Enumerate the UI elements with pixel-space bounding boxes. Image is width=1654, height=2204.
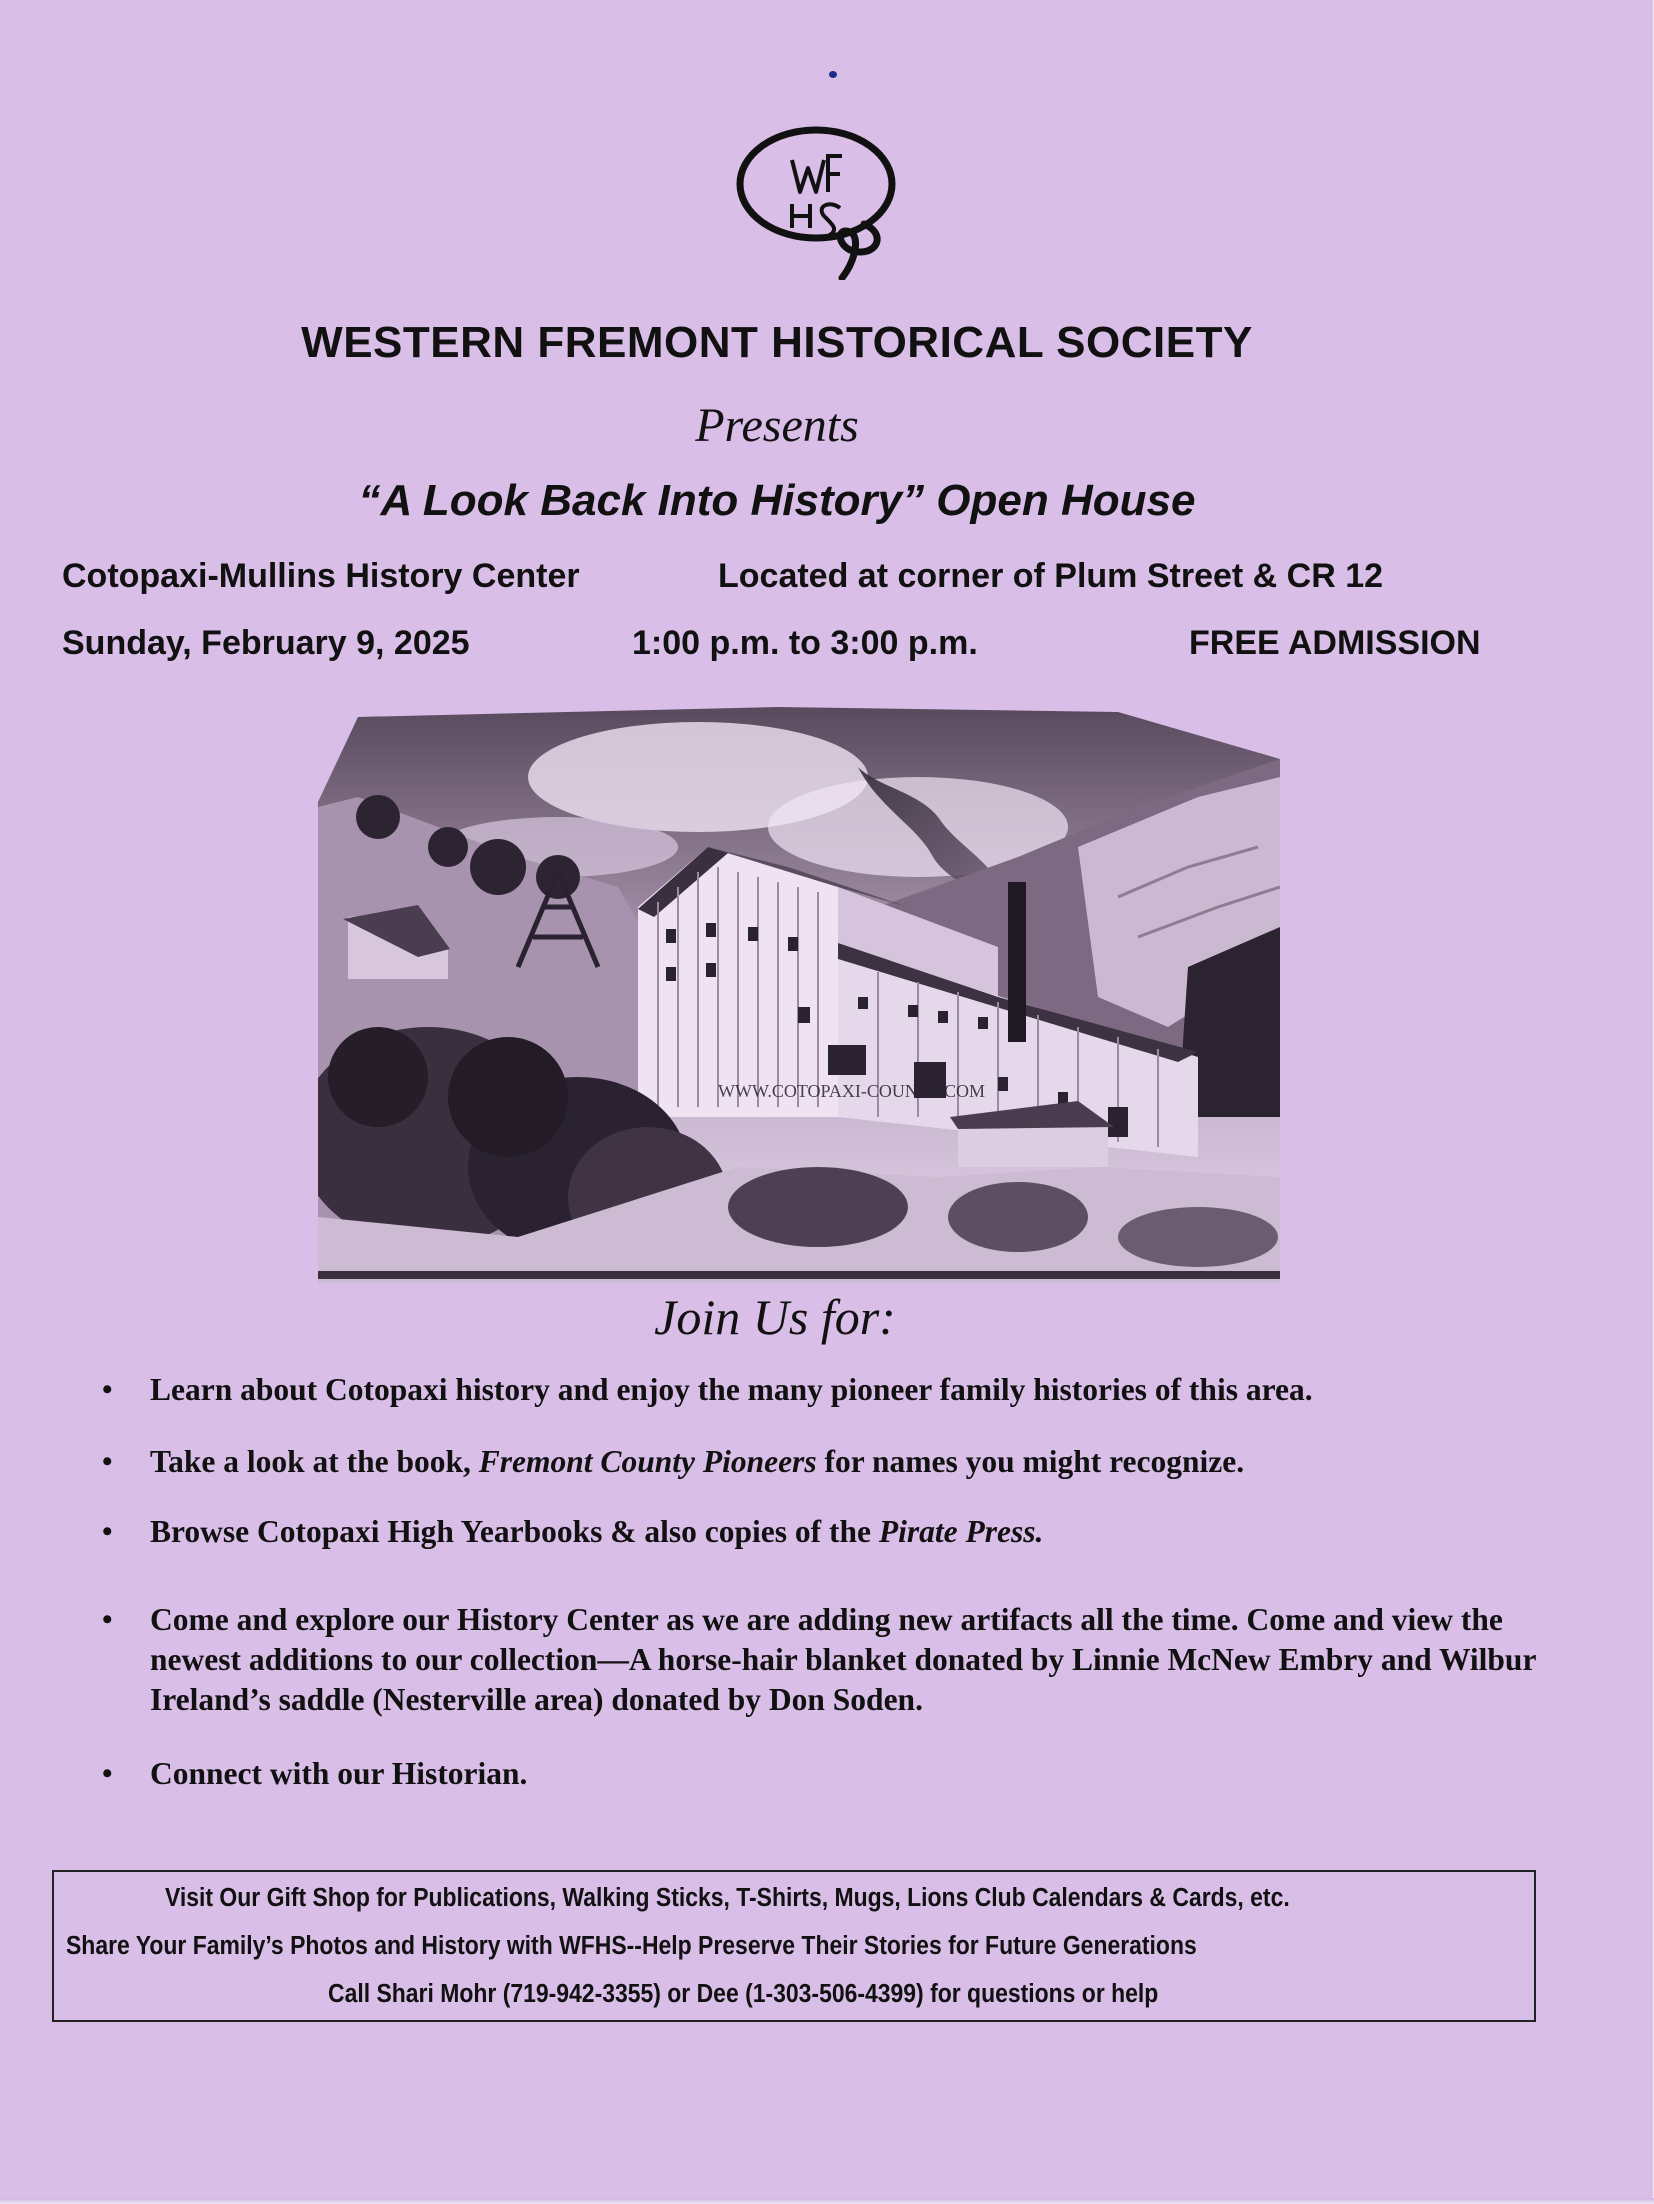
presents-text: Presents	[695, 399, 859, 452]
venue-name: Cotopaxi-Mullins History Center	[62, 557, 580, 595]
ink-dot	[829, 71, 837, 78]
event-time: 1:00 p.m. to 3:00 p.m.	[632, 624, 978, 662]
organization-title: WESTERN FREMONT HISTORICAL SOCIETY	[301, 318, 1253, 367]
bullet-icon: •	[102, 1373, 113, 1406]
admission-text: FREE ADMISSION	[1189, 624, 1481, 662]
venue-location: Located at corner of Plum Street & CR 12	[718, 557, 1384, 595]
share-photos-line: Share Your Family’s Photos and History with WFHS--Help Preserve Their Stories for Future Generations	[66, 1932, 1197, 1960]
info-box	[52, 1870, 1536, 2022]
contact-line: Call Shari Mohr (719-942-3355) or Dee (1-303-506-4399) for questions or help	[328, 1980, 1159, 2008]
bullet-icon: •	[102, 1757, 113, 1790]
list-item-text	[150, 1442, 1545, 1482]
list-item-text	[150, 1512, 1545, 1552]
publication-title: Pirate Press.	[878, 1514, 1044, 1549]
bullet-icon: •	[102, 1603, 113, 1636]
book-title: Fremont County Pioneers	[478, 1444, 817, 1479]
list-item-text-part: Take a look at the book,	[150, 1444, 479, 1479]
list-item-text: Learn about Cotopaxi history and enjoy the many pioneer family histories of this area.	[150, 1372, 1313, 1407]
event-title: “A Look Back Into History” Open House	[358, 476, 1196, 525]
photo-watermark: WWW.COTOPAXI-COUNTY.COM	[718, 1081, 986, 1101]
list-item-text-part: for names you might recognize.	[816, 1444, 1245, 1479]
bullet-icon: •	[102, 1445, 113, 1478]
list-item-text: Come and explore our History Center as we are adding new artifacts all the time. Come and view the newest additions to our collection—A horse-hair blanket donated by Linnie McNew Embry and Wilbur Ireland’s saddle (Nesterville area) donated by Don Soden.	[150, 1602, 1536, 1717]
historic-mill-photo	[318, 697, 1280, 1283]
list-item-text: Connect with our Historian.	[150, 1756, 528, 1791]
event-date: Sunday, February 9, 2025	[62, 624, 470, 662]
bullet-icon: •	[102, 1515, 113, 1548]
wfhs-logo	[734, 120, 910, 280]
join-us-heading: Join Us for:	[654, 1289, 896, 1345]
list-item-text-part: Browse Cotopaxi High Yearbooks & also copies of the	[150, 1514, 879, 1549]
gift-shop-line: Visit Our Gift Shop for Publications, Walking Sticks, T-Shirts, Mugs, Lions Club Calendars & Cards, etc.	[165, 1884, 1290, 1912]
paper-bottom-edge	[0, 2198, 1654, 2204]
